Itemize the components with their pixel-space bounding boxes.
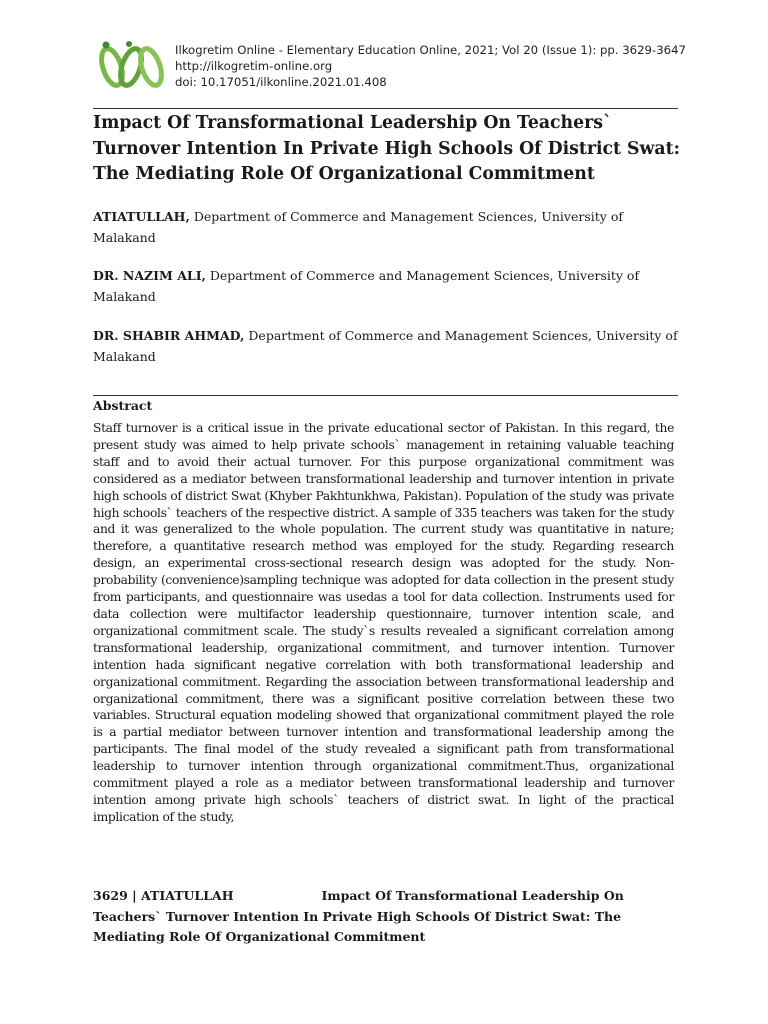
author-name: DR. NAZIM ALI,	[93, 268, 206, 283]
footer-title-line1: Impact Of Transformational Leadership On	[321, 888, 624, 903]
journal-doi[interactable]: doi: 10.17051/ilkonline.2021.01.408	[175, 75, 387, 89]
journal-citation	[175, 42, 686, 90]
header-divider	[93, 108, 678, 109]
author-name: DR. SHABIR AHMAD,	[93, 328, 245, 343]
page-footer	[93, 886, 633, 948]
journal-line: Ilkogretim Online - Elementary Education Online, 2021; Vol 20 (Issue 1): pp. 3629-3647	[175, 43, 686, 57]
author-entry	[93, 207, 678, 248]
author-affiliation: Department of Commerce and Management Sciences, University of Malakand	[93, 209, 623, 245]
author-entry	[93, 326, 678, 367]
author-affiliation: Department of Commerce and Management Sciences, University of Malakand	[93, 328, 678, 364]
ilkogretim-online-logo-icon	[96, 38, 168, 90]
author-affiliation: Department of Commerce and Management Sciences, University of Malakand	[93, 268, 640, 304]
author-entry	[93, 266, 678, 307]
abstract-divider	[93, 395, 678, 396]
abstract-text: Staff turnover is a critical issue in the private educational sector of Pakistan. In this regard, the present study was aimed to help private schools` management in retaining valuable teaching staff and to avoid their actual turnover. For this purpose organizational commitment was considered as a mediator between transformational leadership and turnover intention in private high schools of district Swat (Khyber Pakhtunkhwa, Pakistan). Population of the study was private high schools` teachers of the respective district. A sample of 335 teachers was taken for the study and it was generalized to the whole population. The current study was quantitative in nature; therefore, a quantitative research method was employed for the study. Regarding research design, an experimental cross-sectional research design was adopted for the study. Non-probability (convenience)sampling technique was adopted for data collection in the present study from participants, and questionnaire was usedas a tool for data collection. Instruments used for data collection were multifactor leadership questionnaire, turnover intention scale, and organizational commitment scale. The study`s results revealed a significant correlation among transformational leadership, organizational commitment, and turnover intention. Turnover intention hada significant negative correlation with both transformational leadership and organizational commitment. Regarding the association between transformational leadership and organizational commitment, there was a significant positive correlation between these two variables. Structural equation modeling showed that organizational commitment played the role is a partial mediator between turnover intention and transformational leadership among the participants. The final model of the study revealed a significant path from transformational leadership to turnover intention through organizational commitment.Thus, organizational commitment played a role as a mediator between transformational leadership and turnover intention among private high schools` teachers of district swat. In light of the practical implication of the study,	[93, 421, 674, 824]
abstract-heading: Abstract	[93, 398, 153, 413]
footer-page-author: 3629 | ATIATULLAH	[93, 888, 234, 903]
journal-url[interactable]: http://ilkogretim-online.org	[175, 59, 333, 73]
journal-header	[96, 38, 686, 98]
paper-title: Impact Of Transformational Leadership On Teachers` Turnover Intention In Private High Schools Of District Swat: The Mediating Role Of Organizational Commitment	[93, 113, 680, 184]
footer-title-rest: Teachers` Turnover Intention In Private High Schools Of District Swat: The Mediating Role Of Organizational Commitment	[93, 908, 622, 944]
author-name: ATIATULLAH,	[93, 209, 190, 224]
